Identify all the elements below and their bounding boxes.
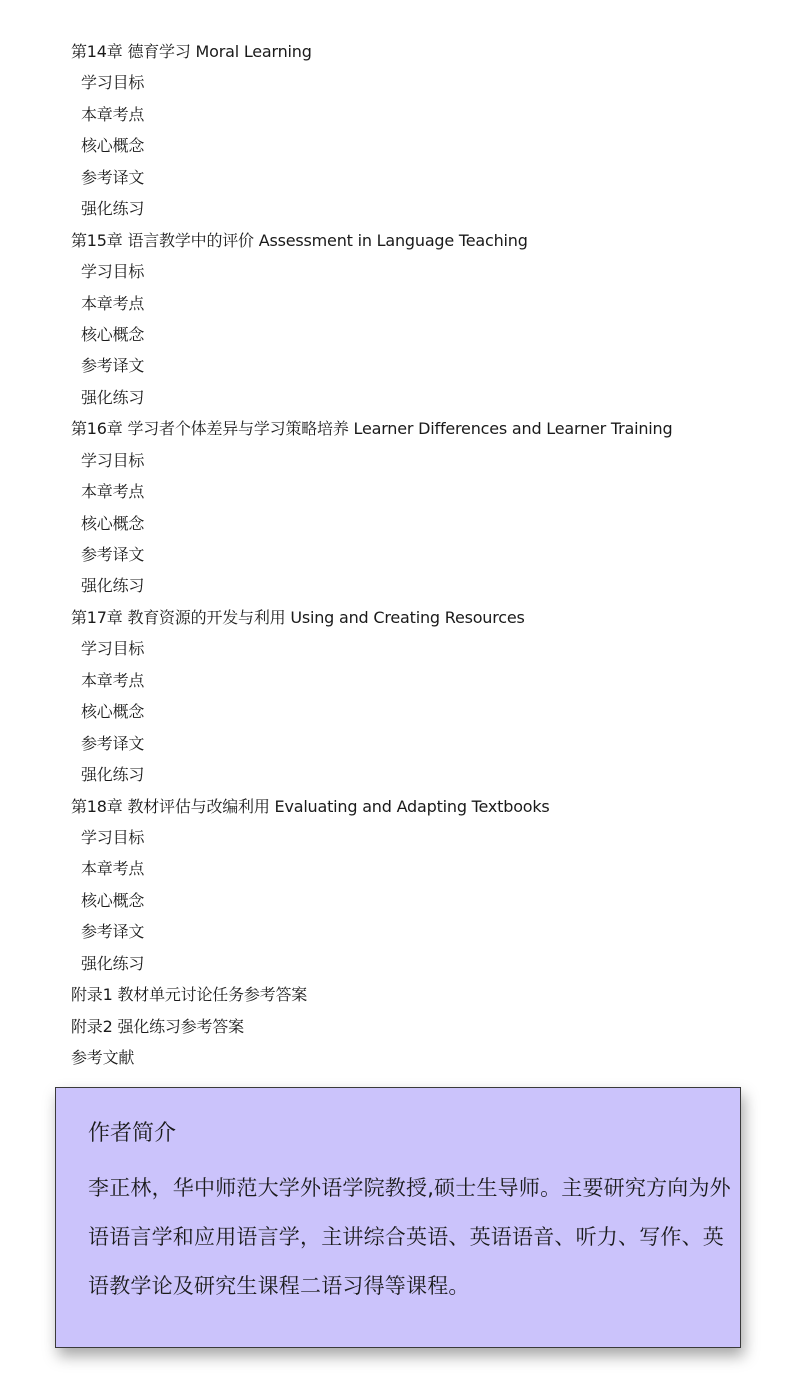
toc-chapter[interactable]: 第18章 教材评估与改编利用 Evaluating and Adapting Textbooks (71, 796, 550, 816)
toc-subitem[interactable]: 核心概念 (81, 136, 145, 156)
toc-subitem[interactable]: 本章考点 (81, 104, 145, 124)
toc-subitem[interactable]: 本章考点 (81, 670, 145, 690)
toc-subitem[interactable]: 强化练习 (81, 387, 145, 407)
toc-subitem[interactable]: 强化练习 (81, 576, 145, 596)
toc-subitem[interactable]: 强化练习 (81, 199, 145, 219)
toc-subitem[interactable]: 参考译文 (81, 356, 145, 376)
toc-chapter[interactable]: 第16章 学习者个体差异与学习策略培养 Learner Differences and Learner Training (71, 419, 673, 439)
toc-chapter[interactable]: 附录1 教材单元讨论任务参考答案 (71, 985, 308, 1005)
toc-subitem[interactable]: 参考译文 (81, 922, 145, 942)
toc-subitem[interactable]: 本章考点 (81, 293, 145, 313)
toc-subitem[interactable]: 学习目标 (81, 262, 145, 282)
toc-chapter[interactable]: 第14章 德育学习 Moral Learning (71, 42, 312, 61)
author-intro-box (55, 1087, 741, 1348)
toc-subitem[interactable]: 学习目标 (81, 639, 145, 659)
toc-subitem[interactable]: 强化练习 (81, 953, 145, 973)
toc-subitem[interactable]: 核心概念 (81, 513, 145, 533)
toc-subitem[interactable]: 参考译文 (81, 733, 145, 753)
author-intro-title: 作者简介 (88, 1121, 177, 1146)
toc-chapter[interactable]: 第15章 语言教学中的评价 Assessment in Language Teaching (71, 230, 528, 250)
toc-subitem[interactable]: 参考译文 (81, 167, 145, 187)
toc-subitem[interactable]: 学习目标 (81, 73, 145, 93)
toc-subitem[interactable]: 学习目标 (81, 450, 145, 470)
toc-chapter[interactable]: 附录2 强化练习参考答案 (71, 1016, 244, 1036)
table-of-contents (71, 36, 771, 1073)
toc-subitem[interactable]: 学习目标 (81, 827, 145, 847)
toc-subitem[interactable]: 强化练习 (81, 765, 145, 785)
toc-chapter[interactable]: 第17章 教育资源的开发与利用 Using and Creating Resources (71, 607, 525, 627)
toc-chapter[interactable]: 参考文献 (71, 1048, 135, 1067)
toc-subitem[interactable]: 核心概念 (81, 890, 145, 910)
toc-subitem[interactable]: 核心概念 (81, 324, 145, 344)
author-intro-body: 李正林，华中师范大学外语学院教授,硕士生导师。主要研究方向为外语语言学和应用语言学，主讲综合英语、英语语音、听力、写作、英语教学论及研究生课程二语习得等课程。 (88, 1176, 731, 1298)
toc-subitem[interactable]: 参考译文 (81, 545, 145, 564)
toc-subitem[interactable]: 本章考点 (81, 859, 145, 879)
toc-subitem[interactable]: 本章考点 (81, 482, 145, 502)
toc-subitem[interactable]: 核心概念 (81, 702, 145, 722)
